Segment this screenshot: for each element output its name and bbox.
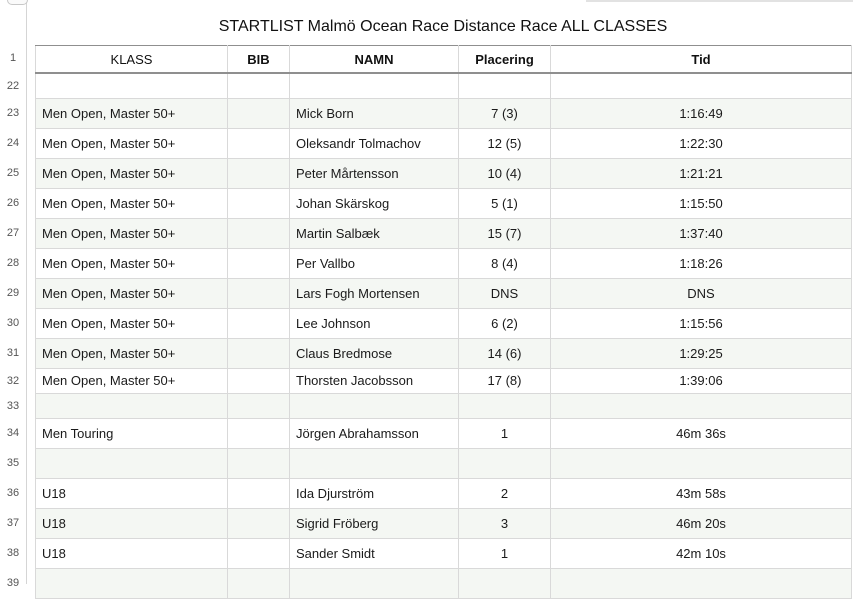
cell-klass[interactable]: Men Open, Master 50+	[36, 158, 228, 188]
cell-namn[interactable]: Jörgen Abrahamsson	[290, 418, 459, 448]
cell-placering[interactable]: 1	[459, 418, 551, 448]
cell-namn[interactable]: Lars Fogh Mortensen	[290, 278, 459, 308]
column-header-klass[interactable]: KLASS	[36, 46, 228, 74]
cell-klass[interactable]	[36, 73, 228, 98]
cell-namn[interactable]	[290, 393, 459, 418]
cell-namn[interactable]: Sigrid Fröberg	[290, 508, 459, 538]
row-number[interactable]: 28	[6, 257, 20, 269]
cell-placering[interactable]	[459, 568, 551, 598]
cell-namn[interactable]: Oleksandr Tolmachov	[290, 128, 459, 158]
cell-klass[interactable]: U18	[36, 508, 228, 538]
cell-namn[interactable]	[290, 73, 459, 98]
gutter-corner	[7, 0, 28, 5]
cell-klass[interactable]: U18	[36, 538, 228, 568]
cell-tid[interactable]: 46m 36s	[551, 418, 852, 448]
cell-placering[interactable]: DNS	[459, 278, 551, 308]
row-number[interactable]: 38	[6, 547, 20, 559]
row-number[interactable]: 39	[6, 577, 20, 589]
cell-tid[interactable]: 43m 58s	[551, 478, 852, 508]
cell-namn[interactable]: Claus Bredmose	[290, 338, 459, 368]
cell-bib[interactable]	[228, 73, 290, 98]
cell-placering[interactable]: 3	[459, 508, 551, 538]
column-header-tid[interactable]: Tid	[551, 46, 852, 74]
table-row	[36, 338, 852, 368]
cell-tid[interactable]	[551, 393, 852, 418]
table-row	[36, 418, 852, 448]
cell-bib[interactable]	[228, 508, 290, 538]
cell-tid[interactable]: 1:15:50	[551, 188, 852, 218]
cell-tid[interactable]: 46m 20s	[551, 508, 852, 538]
cell-placering[interactable]	[459, 393, 551, 418]
cell-bib[interactable]	[228, 188, 290, 218]
row-number[interactable]: 35	[6, 457, 20, 469]
column-header-bib[interactable]: BIB	[228, 46, 290, 74]
row-number[interactable]: 36	[6, 487, 20, 499]
cell-klass[interactable]	[36, 448, 228, 478]
table-row	[36, 568, 852, 598]
table-row	[36, 73, 852, 98]
cell-placering[interactable]	[459, 73, 551, 98]
table-row	[36, 448, 852, 478]
cell-namn[interactable]: Johan Skärskog	[290, 188, 459, 218]
row-number[interactable]: 37	[6, 517, 20, 529]
cell-tid[interactable]: DNS	[551, 278, 852, 308]
cell-bib[interactable]	[228, 128, 290, 158]
row-number[interactable]: 1	[9, 52, 17, 64]
table-row	[36, 98, 852, 128]
cell-placering[interactable]: 14 (6)	[459, 338, 551, 368]
header-row	[36, 46, 852, 74]
row-number[interactable]: 24	[6, 137, 20, 149]
column-header-namn[interactable]: NAMN	[290, 46, 459, 74]
cell-namn[interactable]: Sander Smidt	[290, 538, 459, 568]
table-row	[36, 278, 852, 308]
cell-klass[interactable]: Men Touring	[36, 418, 228, 448]
row-number[interactable]: 26	[6, 197, 20, 209]
table-row	[36, 478, 852, 508]
cell-klass[interactable]: U18	[36, 478, 228, 508]
cell-tid[interactable]: 1:16:49	[551, 98, 852, 128]
table-row	[36, 218, 852, 248]
cell-klass[interactable]: Men Open, Master 50+	[36, 248, 228, 278]
cell-placering[interactable]: 7 (3)	[459, 98, 551, 128]
cell-klass[interactable]: Men Open, Master 50+	[36, 98, 228, 128]
table-row	[36, 158, 852, 188]
cell-placering[interactable]: 17 (8)	[459, 368, 551, 393]
table-row	[36, 308, 852, 338]
cell-klass[interactable]: Men Open, Master 50+	[36, 278, 228, 308]
table-row	[36, 248, 852, 278]
row-number[interactable]: 34	[6, 427, 20, 439]
cell-bib[interactable]	[228, 538, 290, 568]
cell-klass[interactable]	[36, 568, 228, 598]
cell-placering[interactable]: 8 (4)	[459, 248, 551, 278]
row-number[interactable]: 29	[6, 287, 20, 299]
cell-namn[interactable]: Thorsten Jacobsson	[290, 368, 459, 393]
cell-tid[interactable]: 1:37:40	[551, 218, 852, 248]
cell-tid[interactable]: 42m 10s	[551, 538, 852, 568]
cell-tid[interactable]: 1:21:21	[551, 158, 852, 188]
cell-klass[interactable]: Men Open, Master 50+	[36, 368, 228, 393]
cell-bib[interactable]	[228, 338, 290, 368]
cell-klass[interactable]	[36, 393, 228, 418]
row-number[interactable]: 27	[6, 227, 20, 239]
cell-placering[interactable]	[459, 448, 551, 478]
cell-namn[interactable]	[290, 568, 459, 598]
cell-placering[interactable]: 15 (7)	[459, 218, 551, 248]
cell-tid[interactable]	[551, 568, 852, 598]
cell-tid[interactable]	[551, 448, 852, 478]
table-row	[36, 188, 852, 218]
cell-klass[interactable]: Men Open, Master 50+	[36, 308, 228, 338]
cell-namn[interactable]: Martin Salbæk	[290, 218, 459, 248]
cell-bib[interactable]	[228, 368, 290, 393]
cell-klass[interactable]: Men Open, Master 50+	[36, 128, 228, 158]
cell-placering[interactable]: 5 (1)	[459, 188, 551, 218]
cell-tid[interactable]: 1:29:25	[551, 338, 852, 368]
cell-bib[interactable]	[228, 98, 290, 128]
cell-bib[interactable]	[228, 248, 290, 278]
cell-bib[interactable]	[228, 478, 290, 508]
cell-namn[interactable]: Ida Djurström	[290, 478, 459, 508]
cell-namn[interactable]: Per Vallbo	[290, 248, 459, 278]
top-scroll-indicator	[586, 0, 853, 2]
results-table	[35, 45, 852, 599]
cell-placering[interactable]: 6 (2)	[459, 308, 551, 338]
cell-bib[interactable]	[228, 308, 290, 338]
row-number[interactable]: 22	[6, 79, 20, 92]
cell-tid[interactable]	[551, 73, 852, 98]
column-header-placering[interactable]: Placering	[459, 46, 551, 74]
cell-namn[interactable]: Peter Mårtensson	[290, 158, 459, 188]
cell-namn[interactable]	[290, 448, 459, 478]
table-row	[36, 538, 852, 568]
cell-tid[interactable]: 1:18:26	[551, 248, 852, 278]
table-row	[36, 508, 852, 538]
cell-klass[interactable]: Men Open, Master 50+	[36, 188, 228, 218]
table-row	[36, 128, 852, 158]
cell-tid[interactable]: 1:39:06	[551, 368, 852, 393]
cell-namn[interactable]: Lee Johnson	[290, 308, 459, 338]
cell-placering[interactable]: 2	[459, 478, 551, 508]
cell-klass[interactable]: Men Open, Master 50+	[36, 338, 228, 368]
row-number[interactable]: 31	[6, 347, 20, 359]
cell-bib[interactable]	[228, 158, 290, 188]
cell-placering[interactable]: 12 (5)	[459, 128, 551, 158]
cell-bib[interactable]	[228, 418, 290, 448]
cell-tid[interactable]: 1:15:56	[551, 308, 852, 338]
cell-placering[interactable]: 10 (4)	[459, 158, 551, 188]
row-number[interactable]: 33	[6, 399, 20, 412]
cell-klass[interactable]: Men Open, Master 50+	[36, 218, 228, 248]
row-number[interactable]: 30	[6, 317, 20, 329]
cell-bib[interactable]	[228, 278, 290, 308]
sheet-title: STARTLIST Malmö Ocean Race Distance Race ALL CLASSES	[218, 18, 668, 35]
cell-namn[interactable]: Mick Born	[290, 98, 459, 128]
cell-tid[interactable]: 1:22:30	[551, 128, 852, 158]
table-row	[36, 393, 852, 418]
table-row	[36, 368, 852, 393]
row-number[interactable]: 25	[6, 167, 20, 179]
cell-bib[interactable]	[228, 218, 290, 248]
row-number[interactable]: 32	[6, 374, 20, 387]
row-number[interactable]: 23	[6, 107, 20, 119]
cell-bib[interactable]	[228, 448, 290, 478]
cell-bib[interactable]	[228, 568, 290, 598]
cell-bib[interactable]	[228, 393, 290, 418]
cell-placering[interactable]: 1	[459, 538, 551, 568]
